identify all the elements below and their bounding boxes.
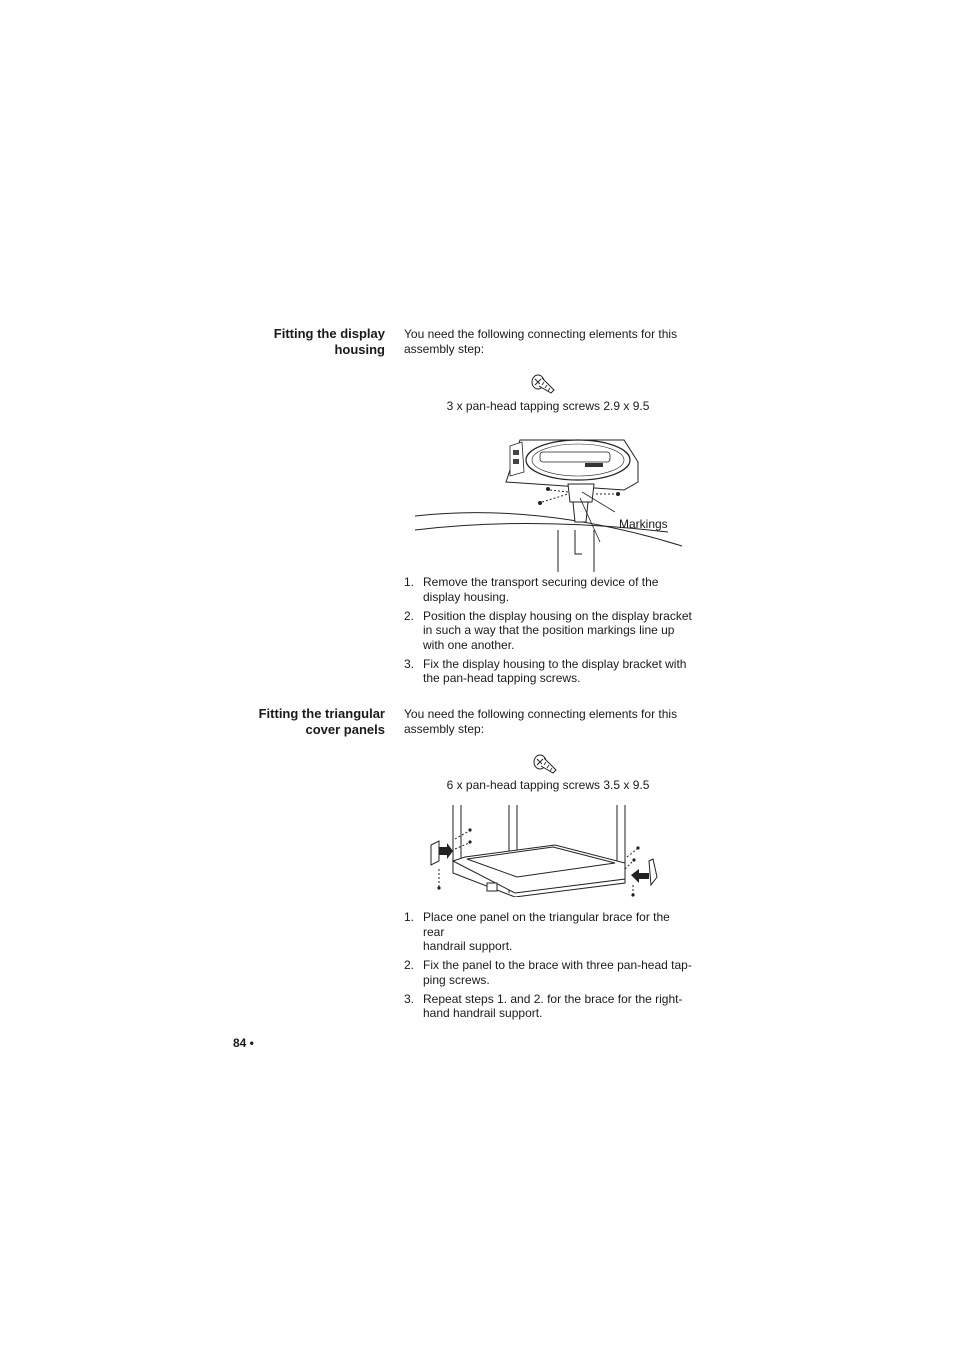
- parts-caption: 3 x pan-head tapping screws 2.9 x 9.5: [446, 399, 650, 413]
- intro-line: assembly step:: [404, 341, 485, 356]
- heading-line: Fitting the triangular: [258, 706, 385, 721]
- display-housing-figure: [410, 432, 690, 572]
- triangular-panels-figure: [425, 805, 665, 897]
- step-text: ping screws.: [423, 972, 490, 987]
- section-heading-display-housing: [185, 326, 385, 358]
- step-text: Place one panel on the triangular brace for the rear: [423, 910, 670, 939]
- step-text: with one another.: [423, 637, 515, 652]
- list-item: [404, 910, 694, 954]
- list-item: [404, 575, 694, 604]
- intro-line: You need the following connecting elements for this: [404, 707, 678, 721]
- step-number: 2.: [404, 958, 415, 972]
- steps-list-triangular-panels: [404, 910, 694, 1025]
- markings-label: Markings: [619, 517, 668, 531]
- intro-text: [404, 707, 694, 736]
- heading-line: Fitting the display: [273, 326, 385, 341]
- step-number: 3.: [404, 656, 415, 671]
- screw-icon: [530, 373, 558, 397]
- step-text: display housing.: [423, 589, 510, 604]
- step-text: hand handrail support.: [423, 1006, 543, 1020]
- step-number: 1.: [404, 910, 415, 924]
- step-text: Remove the transport securing device of the: [423, 575, 659, 589]
- list-item: [404, 609, 694, 653]
- heading-line: cover panels: [305, 722, 385, 737]
- step-text: handrail support.: [423, 939, 513, 953]
- parts-caption: 6 x pan-head tapping screws 3.5 x 9.5: [446, 778, 650, 792]
- list-item: [404, 992, 694, 1021]
- step-text: Repeat steps 1. and 2. for the brace for the right-: [423, 991, 683, 1006]
- section-heading-triangular-panels: [185, 706, 385, 738]
- intro-line: You need the following connecting elements for this: [404, 327, 678, 341]
- step-number: 2.: [404, 608, 415, 623]
- intro-text: [404, 327, 694, 356]
- heading-line: housing: [334, 342, 385, 357]
- step-text: Fix the panel to the brace with three pan-head tap-: [423, 958, 692, 972]
- step-text: Fix the display housing to the display bracket with: [423, 656, 687, 671]
- step-text: the pan-head tapping screws.: [423, 671, 581, 685]
- steps-list-display-housing: [404, 575, 694, 690]
- list-item: [404, 657, 694, 686]
- intro-line: assembly step:: [404, 721, 485, 736]
- screw-icon: [532, 753, 560, 777]
- step-text: Position the display housing on the display bracket: [423, 608, 692, 623]
- list-item: [404, 958, 694, 987]
- step-number: 3.: [404, 991, 415, 1006]
- page-number: 84 •: [233, 1036, 254, 1050]
- step-number: 1.: [404, 575, 415, 589]
- step-text: in such a way that the position markings line up: [423, 623, 675, 637]
